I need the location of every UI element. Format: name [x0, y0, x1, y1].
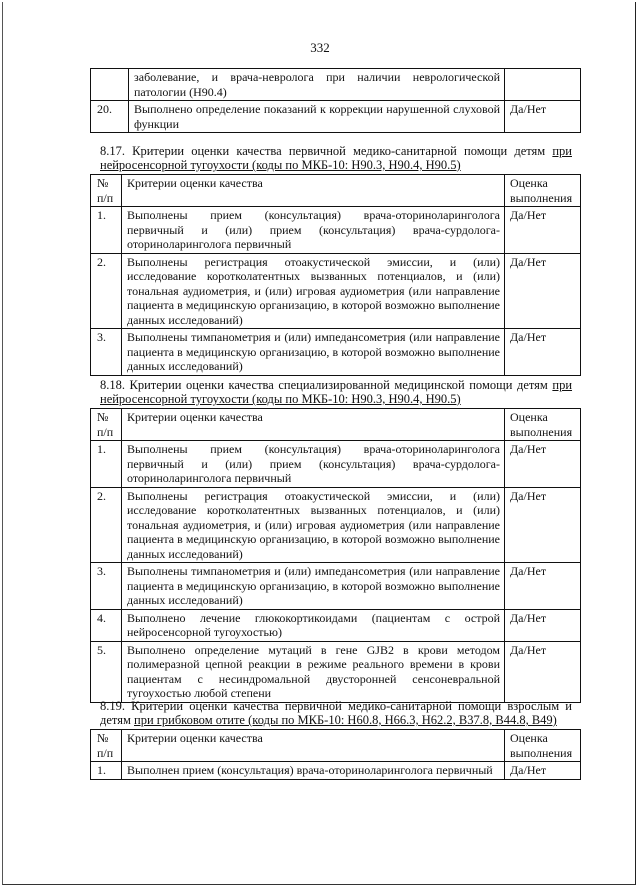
header-criteria: Критерии оценки качества [122, 175, 505, 207]
result-value: Да/Нет [505, 609, 581, 641]
heading-line: 8.17. Критерии оценки качества первичной медико-санитарной помощи детям [100, 144, 546, 158]
page-number: 332 [310, 40, 330, 55]
criteria-text: Выполнены регистрация отоакустической эмиссии, и (или) исследование коротколатентных вызванных потенциалов, и (или) тональная аудиометрия, и (или) игровая аудиометрия (или направление пациента в медицинскую организацию, в которой возможно выполнение данных исследований) [122, 253, 505, 329]
section-heading [100, 378, 572, 406]
row-number: 5. [91, 641, 122, 702]
result-value: Да/Нет [505, 329, 581, 376]
criteria-text: Выполнены прием (консультация) врача-оториноларинголога первичный и (или) прием (консультация) врача-сурдолога-оториноларинголога первичный [122, 441, 505, 488]
table-header-row [91, 175, 581, 207]
row-number: 4. [91, 609, 122, 641]
section-8-19 [90, 699, 580, 780]
row-number: 3. [91, 329, 122, 376]
header-result: Оценка выполнения [505, 409, 581, 441]
result-value: Да/Нет [505, 563, 581, 610]
continuation-table [90, 68, 580, 133]
row-number: 20. [91, 101, 129, 133]
table-header-row [91, 730, 581, 762]
heading-line-underlined: при грибковом отите (коды по МКБ-10: Н60.8, Н66.3, Н62.2, В37.8, В44.8, В49) [134, 713, 557, 727]
section-heading [100, 144, 572, 172]
row-number: 2. [91, 487, 122, 563]
result-value: Да/Нет [505, 253, 581, 329]
header-number: № п/п [91, 409, 122, 441]
section-8-18 [90, 378, 580, 703]
row-number [91, 69, 129, 101]
criteria-text: Выполнены регистрация отоакустической эмиссии, и (или) исследование коротколатентных вызванных потенциалов, и (или) тональная аудиометрия, и (или) игровая аудиометрия (или направление пациента в медицинскую организацию, в которой возможно выполнение данных исследований) [122, 487, 505, 563]
result-value: Да/Нет [505, 441, 581, 488]
row-number: 3. [91, 563, 122, 610]
row-number: 2. [91, 253, 122, 329]
result-value: Да/Нет [505, 487, 581, 563]
criteria-text: Выполнено определение мутаций в гене GJB2 в крови методом полимеразной цепной реакции в режиме реального времени в крови пациентам с несиндромальной двусторонней сенсоневральной тугоухостью любой степени [122, 641, 505, 702]
heading-line: 8.18. Критерии оценки качества специализированной медицинской помощи детям [100, 378, 548, 392]
header-number: № п/п [91, 730, 122, 762]
section-heading [100, 699, 572, 727]
table-row [91, 101, 581, 133]
header-criteria: Критерии оценки качества [122, 730, 505, 762]
table-row [91, 609, 581, 641]
result-value: Да/Нет [505, 207, 581, 254]
row-number: 1. [91, 441, 122, 488]
table-row [91, 641, 581, 702]
criteria-text: Выполнено определение показаний к коррекции нарушенной слуховой функции [129, 101, 505, 133]
heading-line-underlined: при нейросенсорной тугоухости (коды по МКБ-10: Н90.3, Н90.4, Н90.5) [100, 144, 572, 172]
header-criteria: Критерии оценки качества [122, 409, 505, 441]
row-number: 1. [91, 207, 122, 254]
table-row [91, 762, 581, 780]
header-result: Оценка выполнения [505, 175, 581, 207]
heading-line-underlined: при нейросенсорной тугоухости (коды по МКБ-10: Н90.3, Н90.4, Н90.5) [100, 378, 573, 406]
table-row [91, 441, 581, 488]
section-8-17 [90, 144, 580, 376]
table-row [91, 207, 581, 254]
result-value [505, 69, 581, 101]
criteria-text: Выполнены тимпанометрия и (или) импедансометрия (или направление пациента в медицинскую организацию, в которой возможно выполнение данных исследований) [122, 329, 505, 376]
table-row [91, 563, 581, 610]
criteria-text: Выполнен прием (консультация) врача-оториноларинголога первичный [122, 762, 505, 780]
criteria-text: Выполнены тимпанометрия и (или) импедансометрия (или направление пациента в медицинскую организацию, в которой возможно выполнение данных исследований) [122, 563, 505, 610]
header-number: № п/п [91, 175, 122, 207]
result-value: Да/Нет [505, 762, 581, 780]
criteria-text: заболевание, и врача-невролога при наличии неврологической патологии (Н90.4) [129, 69, 505, 101]
result-value: Да/Нет [505, 101, 581, 133]
row-number: 1. [91, 762, 122, 780]
table-row [91, 329, 581, 376]
table-row [91, 253, 581, 329]
header-result: Оценка выполнения [505, 730, 581, 762]
table-row [91, 487, 581, 563]
criteria-text: Выполнено лечение глюкокортикоидами (пациентам с острой нейросенсорной тугоухостью) [122, 609, 505, 641]
table-header-row [91, 409, 581, 441]
result-value: Да/Нет [505, 641, 581, 702]
table-row [91, 69, 581, 101]
criteria-text: Выполнены прием (консультация) врача-оториноларинголога первичный и (или) прием (консультация) врача-сурдолога-оториноларинголога первичный [122, 207, 505, 254]
heading-line: 8.19. Критерии оценки качества первичной медико-санитарной помощи взрослым и детям [100, 699, 572, 727]
